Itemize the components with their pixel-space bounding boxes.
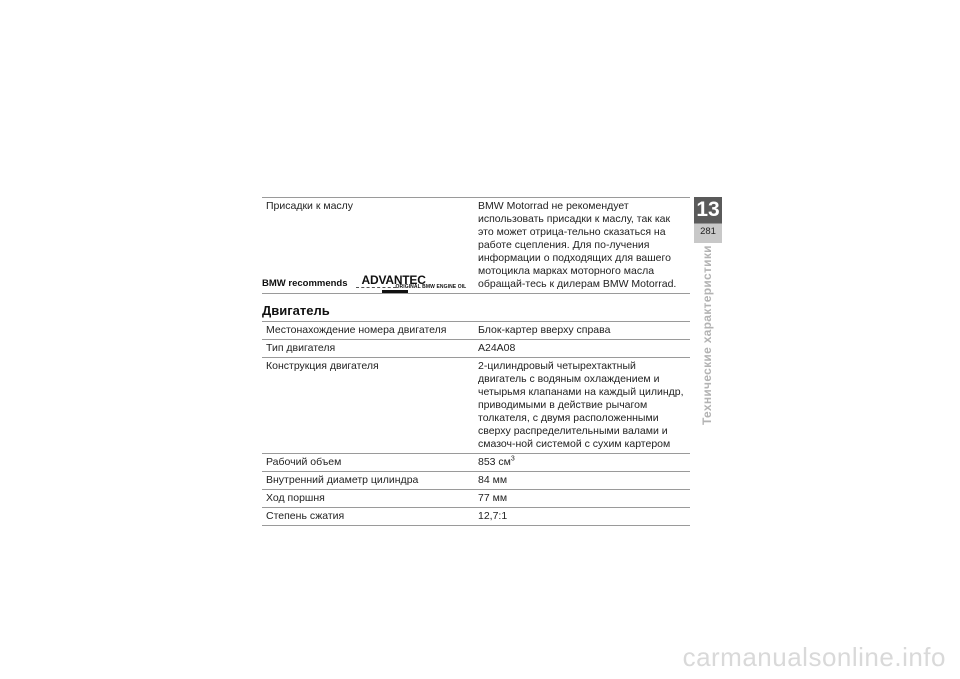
chapter-number: 13 — [696, 198, 720, 221]
spec-label: Местонахождение номера двигателя — [262, 322, 470, 340]
logo-brand-text: ADVANTEC — [361, 273, 426, 287]
watermark: carmanualsonline.info — [682, 642, 946, 672]
spec-label: Рабочий объем — [262, 454, 470, 472]
displacement-value: 853 см — [478, 456, 511, 468]
chapter-tab — [694, 197, 722, 243]
engine-spec-table — [262, 321, 690, 526]
advantec-logo — [356, 273, 467, 295]
unit-superscript: 3 — [510, 455, 515, 463]
spec-value: 12,7:1 — [470, 508, 690, 526]
spec-value: BMW Motorrad не рекомендует использовать присадки к маслу, так как это может отрица-тельно сказаться на работе сцепления. Для по-лучения информации о подходящих для вашего мотоцикла марках моторного масла обращай-тесь к дилерам BMW Motorrad. — [470, 198, 690, 294]
table-row — [262, 490, 690, 508]
table-row — [262, 508, 690, 526]
spec-label: Ход поршня — [262, 490, 470, 508]
spec-label: Степень сжатия — [262, 508, 470, 526]
spec-label: Присадки к маслу — [262, 198, 470, 294]
oil-recommendation — [262, 273, 467, 295]
spec-value: 84 мм — [470, 472, 690, 490]
table-row — [262, 322, 690, 340]
table-row — [262, 358, 690, 454]
spec-label: Конструкция двигателя — [262, 358, 470, 454]
recommendation-label: BMW recommends — [262, 278, 348, 289]
spec-label: Внутренний диаметр цилиндра — [262, 472, 470, 490]
logo-dashed-line — [356, 287, 396, 288]
spec-label: Тип двигателя — [262, 340, 470, 358]
table-row — [262, 340, 690, 358]
table-row — [262, 472, 690, 490]
logo-bar — [382, 290, 408, 293]
page-number: 281 — [700, 226, 716, 237]
logo-subtitle: ORIGINAL BMW ENGINE OIL — [395, 284, 467, 290]
section-title: Двигатель — [262, 303, 330, 318]
spec-value — [470, 454, 690, 472]
spec-value: Блок-картер вверху справа — [470, 322, 690, 340]
manual-page: Присадки к маслу BMW Motorrad не рекомендует использовать присадки к маслу, так как это может отрица-тельно сказаться на работе сцепления. Для по-лучения информации о подходящих для вашего мотоцикла марках моторного масла обращай-тесь к дилерам BMW Motorrad. BMW recommends ADVANTEC ORIGINAL BMW ENGINE OIL Двигатель Местонахождение номера двигателя Блок-картер вверху справа Тип двигателя A24A08 Конструкция двигателя 2-цилиндровый четырехтактный двигатель с водяным охлаждением и четырьмя клапанами на каждый цилиндр, приводимыми в действие рычагом толкателя, с двумя расположенными сверху распределительными валами и смазоч-ной системой с сухим картером Рабочий объем 853 $см^3$ Внутренний диаметр цилиндра 84 мм Ход поршня 77 мм Степень сжатия 12,7:1 13 281 Технические характеристики carmanualsonline.info — [262, 198, 946, 672]
spec-value: 77 мм — [470, 490, 690, 508]
table-row — [262, 454, 690, 472]
spec-value: A24A08 — [470, 340, 690, 358]
spec-value: 2-цилиндровый четырехтактный двигатель с водяным охлаждением и четырьмя клапанами на каждый цилиндр, приводимыми в действие рычагом толкателя, с двумя расположенными сверху распределительными валами и смазоч-ной системой с сухим картером — [470, 358, 690, 454]
